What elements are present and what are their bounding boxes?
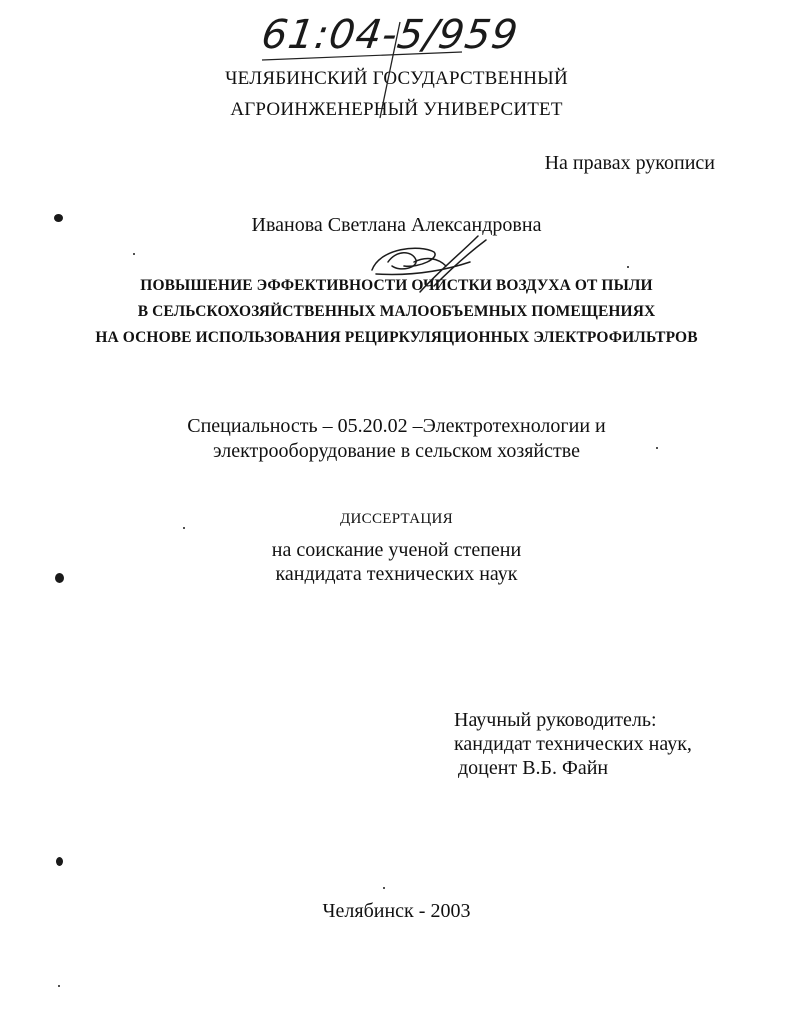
university-name-line1: ЧЕЛЯБИНСКИЙ ГОСУДАРСТВЕННЫЙ <box>225 68 568 89</box>
thesis-title-line1: ПОВЫШЕНИЕ ЭФФЕКТИВНОСТИ ОЧИСТКИ ВОЗДУХА ОТ ПЫЛИ <box>140 277 653 294</box>
scan-mark-1 <box>54 214 63 222</box>
scan-mark-2 <box>55 573 64 583</box>
thesis-title-line3: НА ОСНОВЕ ИСПОЛЬЗОВАНИЯ РЕЦИРКУЛЯЦИОННЫХ ЭЛЕКТРОФИЛЬТРОВ <box>95 329 698 346</box>
degree-line2: кандидата технических наук <box>275 563 518 585</box>
advisor-label: Научный руководитель: <box>454 709 657 731</box>
scan-dot-4 <box>656 447 658 449</box>
scan-dot-5 <box>383 887 385 889</box>
scan-mark-3 <box>56 857 63 866</box>
archive-code-underline <box>262 52 462 60</box>
city-year: Челябинск - 2003 <box>322 900 471 922</box>
specialty-line2: электрооборудование в сельском хозяйстве <box>213 440 580 462</box>
scan-dot-1 <box>133 253 135 255</box>
document-type: ДИССЕРТАЦИЯ <box>340 511 453 527</box>
rights-note: На правах рукописи <box>544 152 715 174</box>
slash-stroke <box>380 22 400 118</box>
scan-dot-3 <box>183 527 185 529</box>
signature <box>372 236 486 292</box>
advisor-name: доцент В.Б. Файн <box>458 757 609 779</box>
author-name: Иванова Светлана Александровна <box>251 214 542 236</box>
university-name-line2: АГРОИНЖЕНЕРНЫЙ УНИВЕРСИТЕТ <box>230 99 563 120</box>
archive-code-handwritten: 61:04-5/959 <box>258 12 522 58</box>
specialty-line1: Специальность – 05.20.02 –Электротехнологии и <box>187 415 606 437</box>
thesis-title-line2: В СЕЛЬСКОХОЗЯЙСТВЕННЫХ МАЛООБЪЕМНЫХ ПОМЕЩЕНИЯХ <box>137 303 656 320</box>
degree-line1: на соискание ученой степени <box>271 539 522 561</box>
scan-dot-2 <box>627 266 629 268</box>
scan-dot-6 <box>58 985 60 987</box>
advisor-degree: кандидат технических наук, <box>454 733 692 755</box>
